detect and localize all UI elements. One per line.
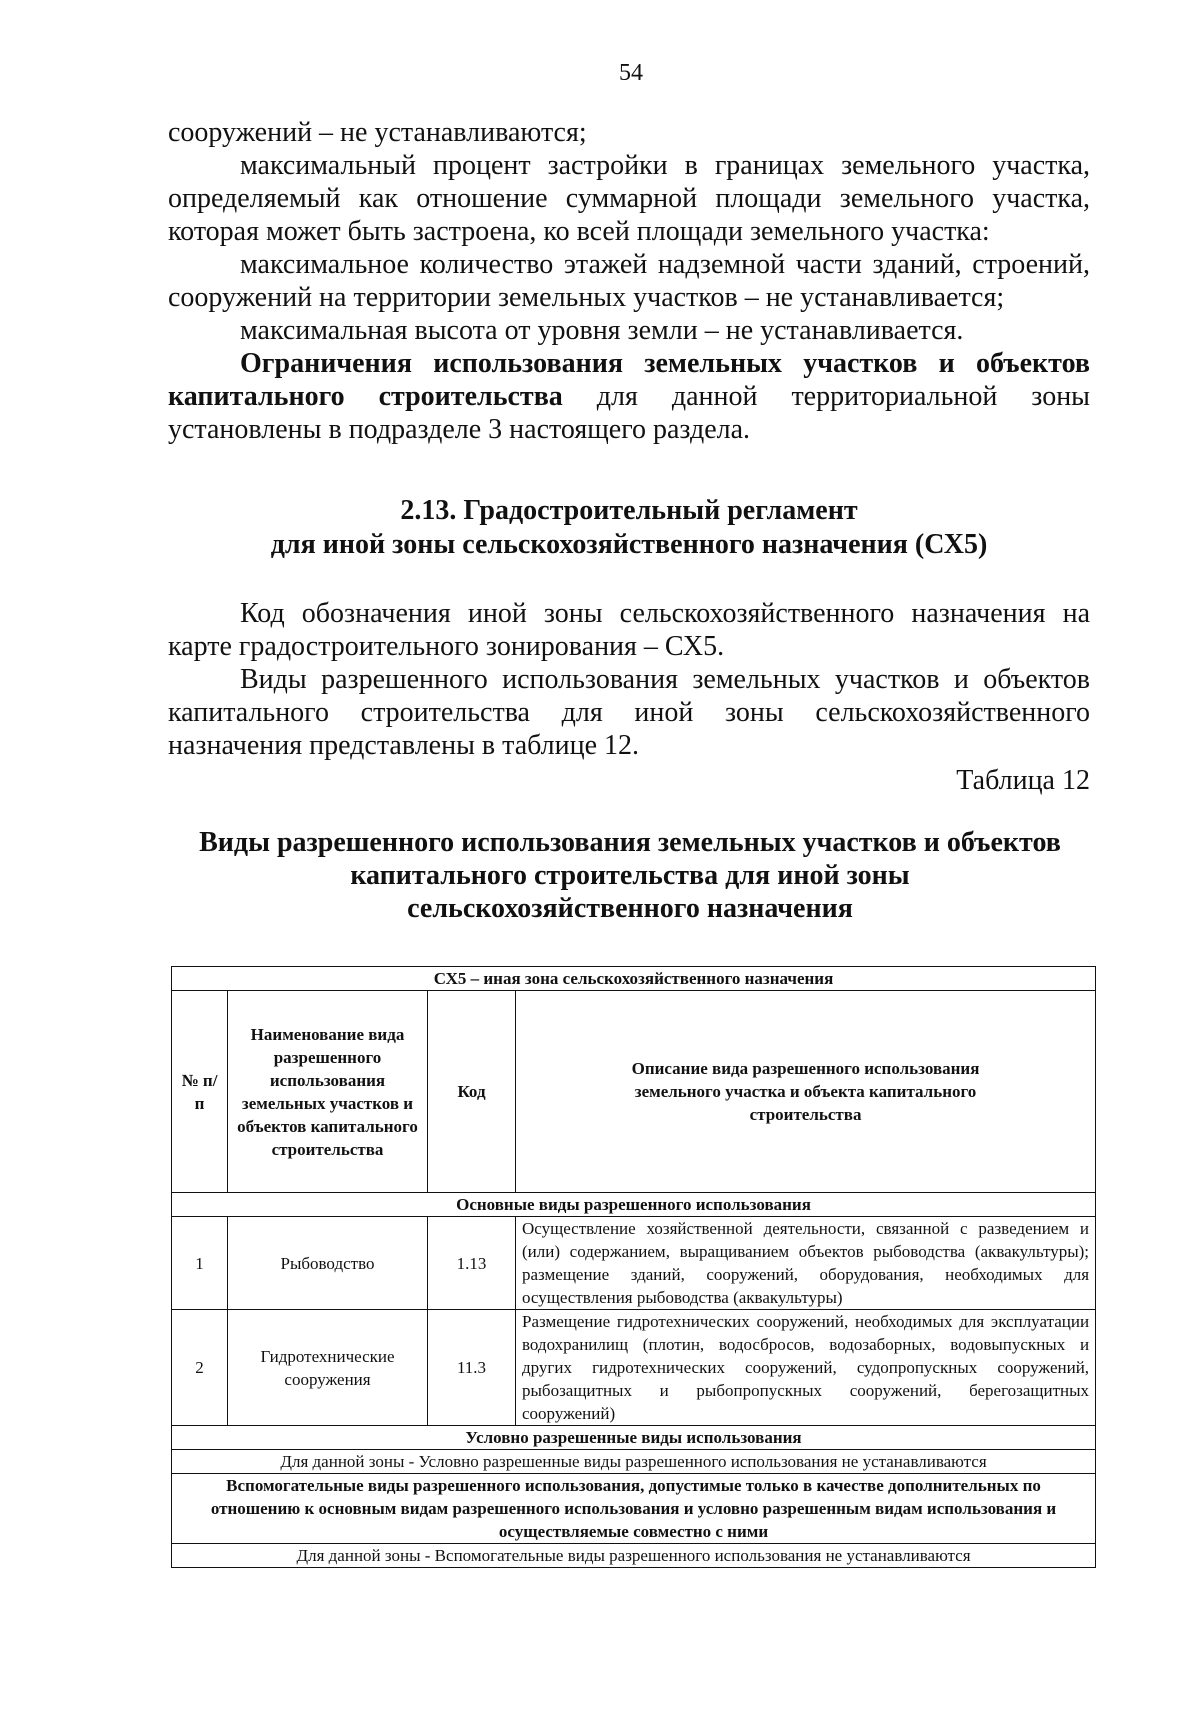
restrictions-bold-text: Ограничения использования земельных участков и объектов капитального строительства: [168, 348, 1090, 412]
body-paragraph-1: Код обозначения иной зоны сельскохозяйственного назначения на карте градостроительного зонирования – СХ5.: [168, 598, 1090, 662]
body-paragraph-2: Виды разрешенного использования земельных участков и объектов капитального строительства для иной зоны сельскохозяйственного назначения представлены в таблице 12.: [168, 664, 1090, 761]
row-num: 2: [172, 1310, 228, 1426]
page-number: 54: [619, 60, 643, 86]
zone-header-cell: СХ5 – иная зона сельскохозяйственного назначения: [172, 967, 1096, 991]
table-title-line-3: сельскохозяйственного назначения: [407, 893, 853, 924]
intro-paragraph-4: максимальная высота от уровня земли – не устанавливается.: [240, 315, 964, 346]
row-name: Гидротехнические сооружения: [228, 1310, 428, 1426]
table-row: [172, 1310, 1096, 1426]
auxiliary-note-row: [172, 1544, 1096, 1568]
intro-paragraph-1: сооружений – не устанавливаются;: [168, 117, 587, 148]
row-description: Размещение гидротехнических сооружений, необходимых для эксплуатации водохранилищ (плотин, водосбросов, водозаборных, водовыпускных и других гидротехнических сооружений, судопропускных сооружений, рыбозащитных и рыбопропускных сооружений, берегозащитных сооружений): [516, 1310, 1096, 1426]
header-name: Наименование вида разрешенного использования земельных участков и объектов капитального строительства: [228, 991, 428, 1193]
section-heading: [168, 494, 1090, 562]
column-header-row: [172, 991, 1096, 1193]
conditional-note-cell: Для данной зоны - Условно разрешенные виды разрешенного использования не устанавливаются: [172, 1450, 1096, 1474]
header-description: Описание вида разрешенного использования земельного участка и объекта капитального строительства: [516, 991, 1096, 1193]
body-text: [168, 597, 1090, 762]
row-code: 11.3: [428, 1310, 516, 1426]
auxiliary-section-row: [172, 1474, 1096, 1544]
conditional-note-row: [172, 1450, 1096, 1474]
row-num: 1: [172, 1217, 228, 1310]
table-caption: Таблица 12: [956, 765, 1090, 796]
restrictions-rest-text: для данной территориальной зоны установлены в подразделе 3 настоящего раздела.: [168, 381, 1090, 445]
conditional-section-cell: Условно разрешенные виды использования: [172, 1426, 1096, 1450]
table-title-line-1: Виды разрешенного использования земельных участков и объектов: [199, 827, 1061, 858]
table-title-line-2: капитального строительства для иной зоны: [350, 860, 910, 891]
row-description: Осуществление хозяйственной деятельности, связанной с разведением и (или) содержанием, выращиванием объектов рыбоводства (аквакультуры); размещение зданий, сооружений, оборудования, необходимых для осуществления рыбоводства (аквакультуры): [516, 1217, 1096, 1310]
permitted-uses-table: [171, 966, 1096, 1568]
auxiliary-note-cell: Для данной зоны - Вспомогательные виды разрешенного использования не устанавливаются: [172, 1544, 1096, 1568]
section-title-line-2: для иной зоны сельскохозяйственного назначения (СХ5): [270, 529, 988, 560]
conditional-section-row: [172, 1426, 1096, 1450]
table-title: [120, 826, 1140, 925]
header-num: № п/п: [172, 991, 228, 1193]
intro-paragraph-5: [168, 347, 1090, 446]
section-title-line-1: 2.13. Градостроительный регламент: [400, 495, 858, 526]
main-section-row: [172, 1193, 1096, 1217]
main-section-cell: Основные виды разрешенного использования: [172, 1193, 1096, 1217]
row-name: Рыбоводство: [228, 1217, 428, 1310]
header-code: Код: [428, 991, 516, 1193]
row-code: 1.13: [428, 1217, 516, 1310]
intro-paragraph-2: максимальный процент застройки в границах земельного участка, определяемый как отношение суммарной площади земельного участка, которая может быть застроена, ко всей площади земельного участка:: [168, 150, 1090, 247]
table-row: [172, 1217, 1096, 1310]
zone-header-row: [172, 967, 1096, 991]
auxiliary-section-cell: Вспомогательные виды разрешенного использования, допустимые только в качестве дополнительных по отношению к основным видам разрешенного использования и условно разрешенным видам использования и осуществляемые совместно с ними: [172, 1474, 1096, 1544]
intro-paragraph-3: максимальное количество этажей надземной части зданий, строений, сооружений на территории земельных участков – не устанавливается;: [168, 249, 1090, 313]
intro-text: [168, 116, 1090, 446]
